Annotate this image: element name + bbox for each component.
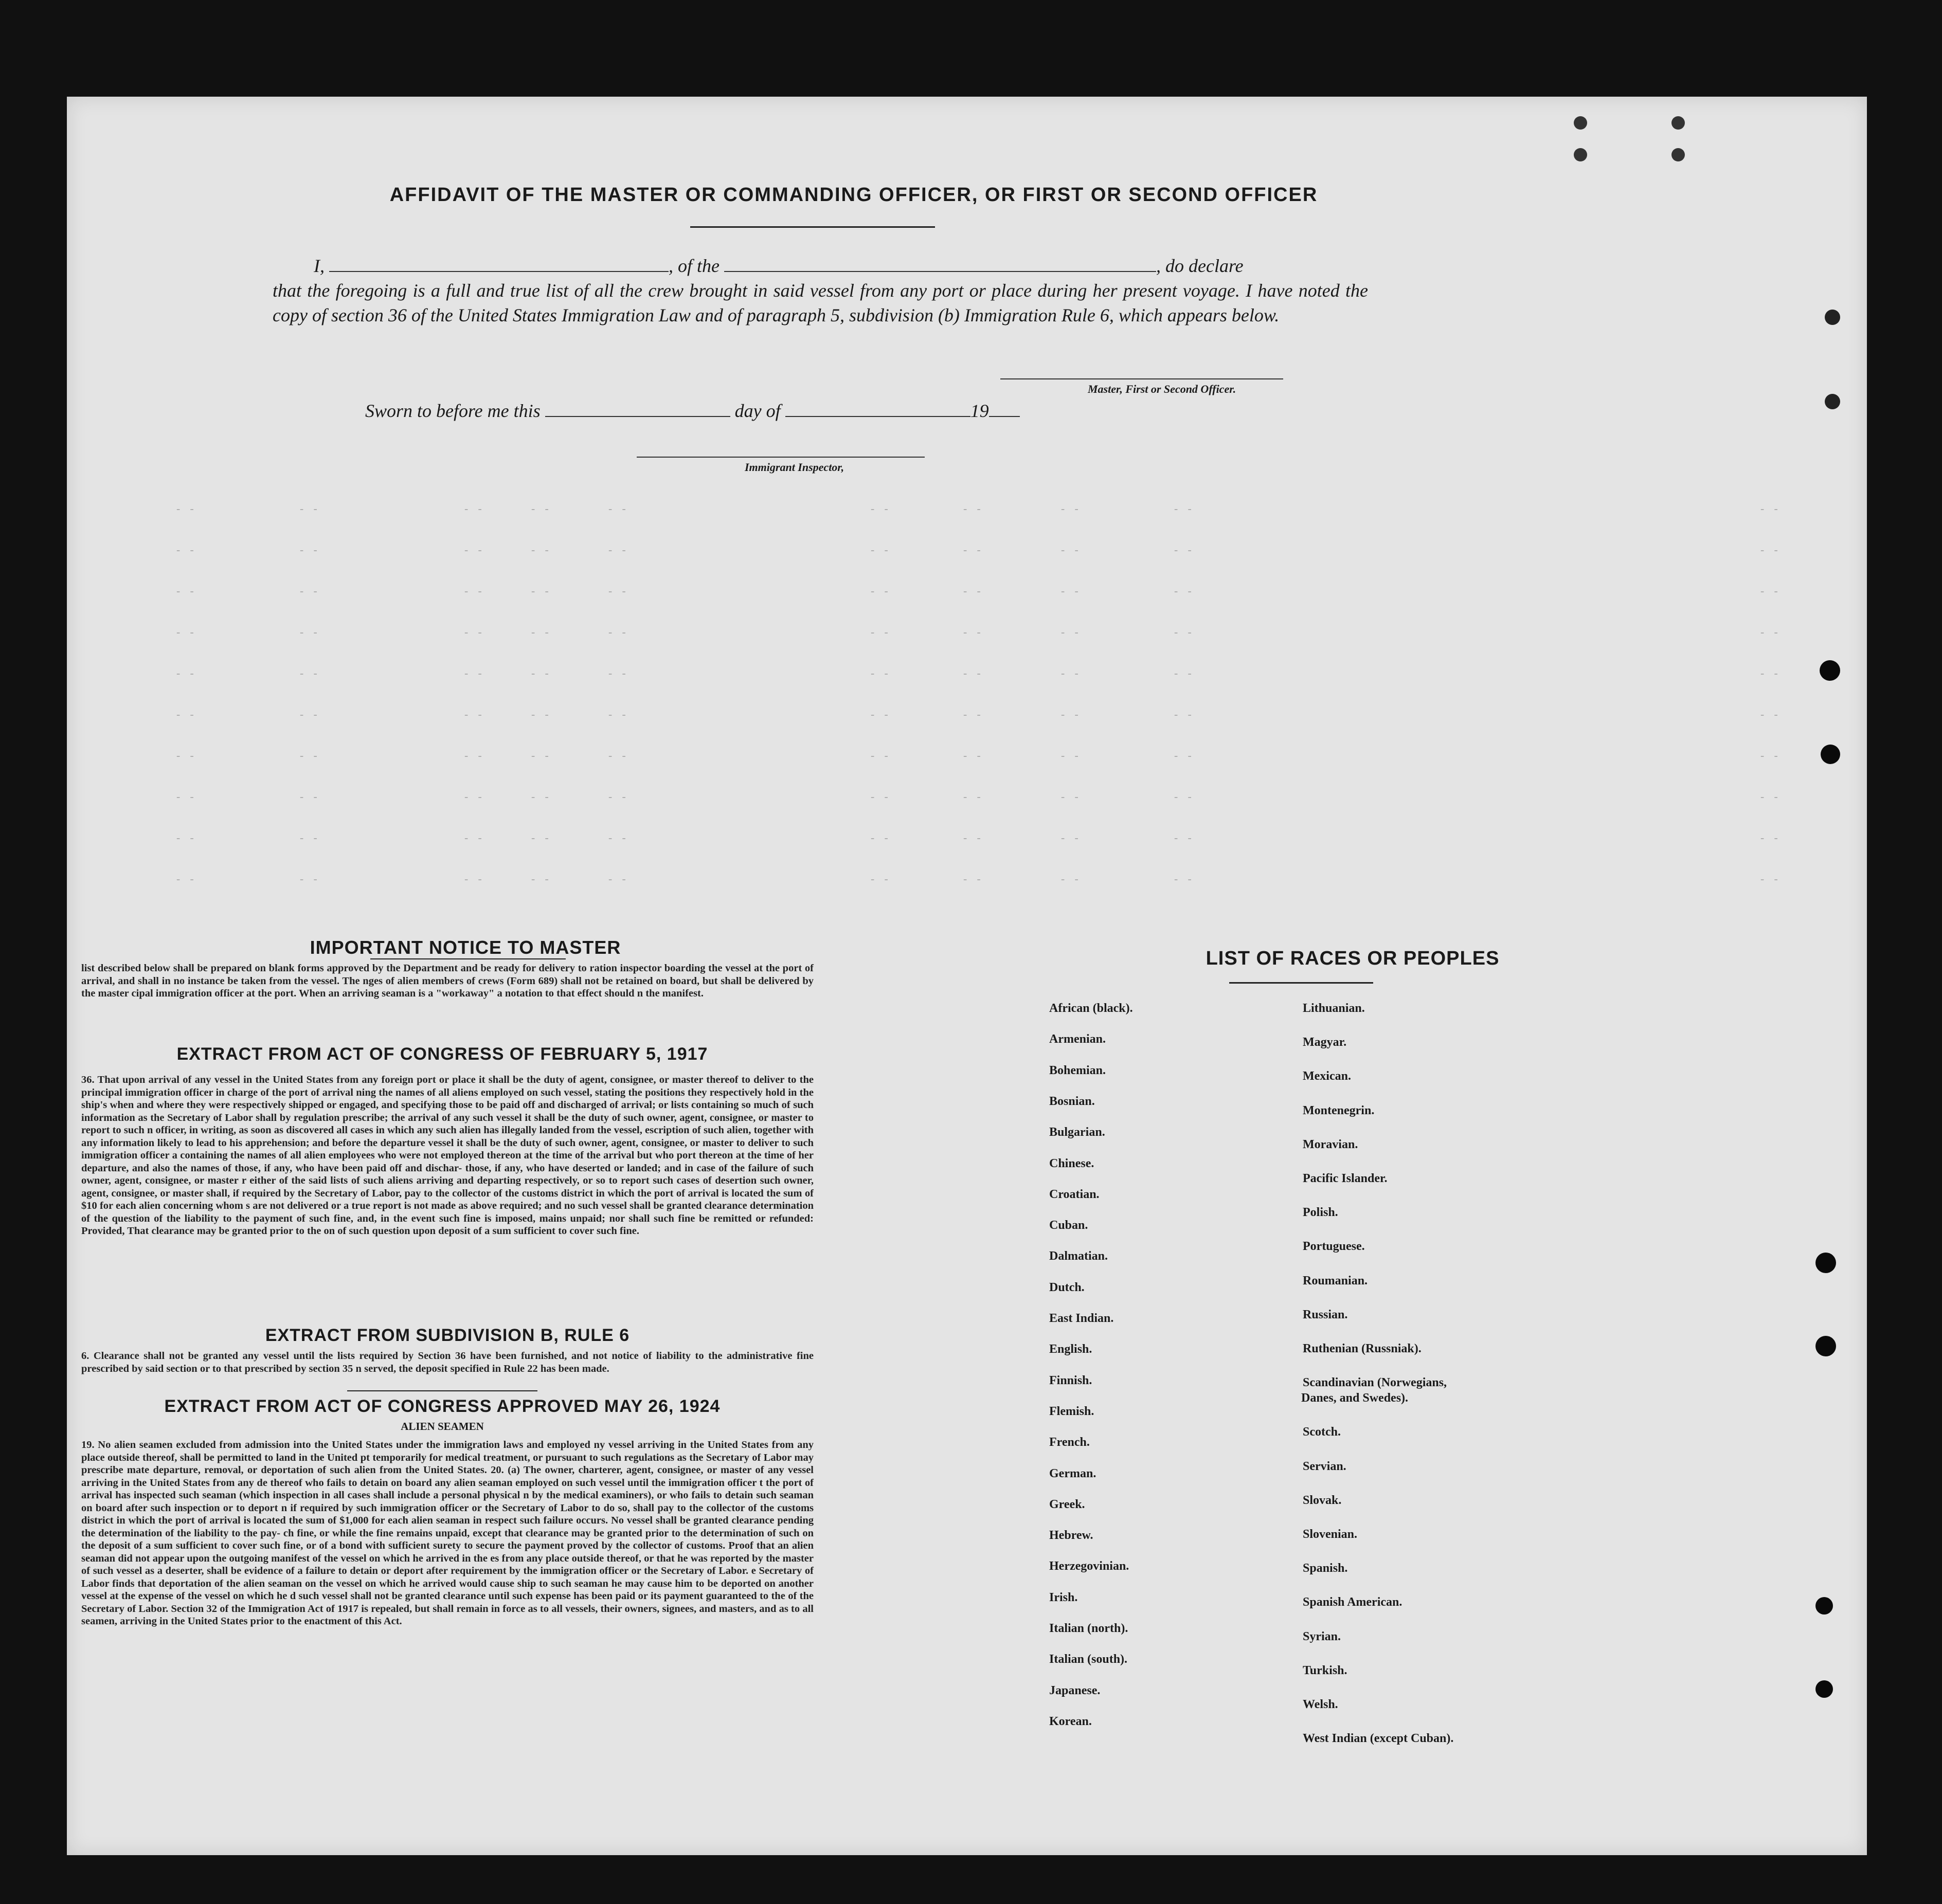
- race-item: Greek.: [1049, 1497, 1085, 1511]
- ghost-mark: - -: [1759, 709, 1779, 721]
- sworn-line: [365, 400, 1020, 422]
- ghost-mark: - -: [607, 791, 627, 804]
- race-item: West Indian (except Cuban).: [1303, 1732, 1454, 1746]
- ghost-mark: - -: [1173, 709, 1193, 721]
- race-item: Bosnian.: [1049, 1094, 1095, 1108]
- race-item: Chinese.: [1049, 1156, 1094, 1170]
- punch-hole: [1574, 116, 1587, 130]
- ghost-mark: - -: [298, 873, 319, 886]
- ghost-mark: - -: [298, 544, 319, 557]
- race-item: Mexican.: [1303, 1069, 1351, 1083]
- ghost-mark: - -: [1059, 873, 1080, 886]
- ghost-mark: - -: [463, 585, 483, 598]
- sworn-prefix: Sworn to before me this: [365, 401, 541, 421]
- ghost-mark: - -: [869, 544, 890, 557]
- punch-hole: [1821, 745, 1840, 764]
- ghost-mark: - -: [869, 709, 890, 721]
- ghost-mark: - -: [463, 544, 483, 557]
- ghost-mark: - -: [869, 832, 890, 845]
- races-underline: [1229, 982, 1373, 984]
- race-item: Korean.: [1049, 1714, 1092, 1728]
- race-item: Scandinavian (Norwegians,: [1303, 1376, 1447, 1390]
- ghost-mark: - -: [530, 544, 550, 557]
- race-item: Italian (north).: [1049, 1622, 1128, 1635]
- sworn-day-label: day of: [734, 401, 781, 421]
- punch-hole: [1825, 394, 1840, 409]
- race-item: Armenian.: [1049, 1032, 1106, 1046]
- affidavit-statement: that the foregoing is a full and true list of all the crew brought in said vessel from any port or place during her present voyage. I have noted the copy of section 36 of the United States Immigration Law and of paragraph 5, subdivision (b) Immigration Rule 6, which appears below.: [273, 280, 1368, 325]
- ghost-mark: - -: [298, 585, 319, 598]
- title-underline: [690, 226, 935, 228]
- ghost-mark: - -: [530, 503, 550, 516]
- race-item: Servian.: [1303, 1459, 1346, 1473]
- affidavit-i: I,: [314, 256, 325, 276]
- ghost-mark: - -: [175, 544, 195, 557]
- ghost-mark: - -: [463, 832, 483, 845]
- ghost-mark: - -: [1173, 667, 1193, 680]
- extract-1917-title: EXTRACT FROM ACT OF CONGRESS OF FEBRUARY 5, 1917: [176, 1044, 708, 1064]
- ghost-mark: - -: [607, 544, 627, 557]
- vessel-name-field[interactable]: [724, 256, 1156, 272]
- race-item: Magyar.: [1303, 1036, 1347, 1049]
- punch-hole: [1815, 1336, 1836, 1356]
- ghost-mark: - -: [1173, 791, 1193, 804]
- race-item: Moravian.: [1303, 1137, 1358, 1151]
- punch-hole: [1574, 148, 1587, 161]
- ghost-mark: - -: [1173, 585, 1193, 598]
- race-item: Scotch.: [1303, 1425, 1341, 1439]
- ghost-mark: - -: [463, 626, 483, 639]
- ghost-mark: - -: [1759, 503, 1779, 516]
- notice-text: list described below shall be prepared on blank forms approved by the Department and be ready for delivery to ration inspector boarding the vessel at the port of arrival, and shall in no instance be taken from the vessel. The nges of alien members of crews (Form 689) shall not be retained on board, but shall be delivered by the master cipal immigration officer at the port. When an arriving seaman is a "workaway" a notation to that effect should n the manifest.: [81, 963, 814, 999]
- extract-rule6-title: EXTRACT FROM SUBDIVISION B, RULE 6: [265, 1326, 630, 1345]
- inspector-signature-line[interactable]: [637, 457, 925, 458]
- master-name-field[interactable]: [329, 256, 669, 272]
- ghost-mark: - -: [463, 667, 483, 680]
- race-item: German.: [1049, 1466, 1096, 1480]
- ghost-mark: - -: [530, 626, 550, 639]
- ghost-mark: - -: [962, 873, 982, 886]
- ghost-mark: - -: [175, 750, 195, 763]
- extract-1924-text: 19. No alien seamen excluded from admission into the United States under the immigration laws and employed ny vessel arriving in the United States from any place outside thereof, shall be permitted to land in the United pt temporarily for medical treatment, or pursuant to such regulations as the Secretary of Labor may prescribe mate departure, removal, or deportation of such alien from the United States. 20. (a) The owner, charterer, agent, consignee, or master of any vessel arriving in the United States from any de thereof who fails to detain on board any alien seaman employed on such vessel until the immigration officer t the port of arrival has inspected such seaman (which inspection in all cases shall include a personal physical n by the medical examiners), or who fails to detain such seaman on board after such inspection or to deport n if required by such immigration officer or the Secretary of Labor to do so, shall pay to the collector of the customs district in which the port of arrival is located the sum of $1,000 for each alien seaman in respect such failure occurs. No vessel shall be granted clearance pending the determination of the liability to the pay- ch fine, or while the fine remains unpaid, except that clearance may be granted prior to the determination of such on the deposit of a sum sufficient to cover such fine, or of a bond with sufficient surety to secure the payment proved by the collector of customs. Proof that an alien seaman did not appear upon the outgoing manifest of the vessel on which he arrived in the es from any place outside thereof, or that he was reported by the master of such vessel as a deserter, shall be evidence of a failure to detain or deport after requirement by the immigration officer or the Secretary of Labor. e Secretary of Labor finds that deportation of the alien seaman on the vessel on which he arrived would cause ship to such seaman he may cause him to be deported on another vessel at the expense of the vessel on which he d such vessel shall not be granted clearance until such expense has been paid or its payment guaranteed to the of the Secretary of Labor. Section 32 of the Immigration Act of 1917 is repealed, but shall remain in force as to all vessels, their owners, signees, and masters, and as to all seamen, arriving in the United States prior to the enactment of this Act.: [81, 1439, 814, 1627]
- race-item: Danes, and Swedes).: [1301, 1391, 1409, 1405]
- race-item: Irish.: [1049, 1590, 1078, 1604]
- race-item: Roumanian.: [1303, 1274, 1368, 1288]
- race-item: Finnish.: [1049, 1373, 1092, 1387]
- ghost-mark: - -: [463, 791, 483, 804]
- ghost-mark: - -: [1759, 667, 1779, 680]
- ghost-mark: - -: [869, 667, 890, 680]
- race-item: French.: [1049, 1436, 1090, 1449]
- affidavit-body: [273, 253, 1368, 328]
- race-item: Hebrew.: [1049, 1529, 1093, 1543]
- ghost-mark: - -: [607, 667, 627, 680]
- race-item: Syrian.: [1303, 1629, 1341, 1643]
- race-item: Bulgarian.: [1049, 1126, 1105, 1139]
- ghost-mark: - -: [1059, 503, 1080, 516]
- affidavit-title: AFFIDAVIT OF THE MASTER OR COMMANDING OFFICER, OR FIRST OR SECOND OFFICER: [389, 184, 1318, 206]
- sworn-year-field[interactable]: [989, 401, 1020, 417]
- ghost-mark: - -: [1759, 544, 1779, 557]
- ghost-mark: - -: [530, 832, 550, 845]
- ghost-mark: - -: [298, 709, 319, 721]
- ghost-mark: - -: [530, 873, 550, 886]
- ghost-mark: - -: [869, 503, 890, 516]
- punch-hole: [1815, 1680, 1833, 1698]
- ghost-mark: - -: [1173, 544, 1193, 557]
- notice-title: IMPORTANT NOTICE TO MASTER: [310, 937, 621, 958]
- punch-hole: [1671, 148, 1685, 161]
- ghost-mark: - -: [962, 750, 982, 763]
- ghost-mark: - -: [607, 503, 627, 516]
- race-item: Japanese.: [1049, 1683, 1101, 1697]
- race-item: Croatian.: [1049, 1187, 1100, 1201]
- race-item: Portuguese.: [1303, 1240, 1365, 1254]
- ghost-mark: - -: [298, 791, 319, 804]
- races-title: LIST OF RACES OR PEOPLES: [1206, 948, 1500, 969]
- ghost-mark: - -: [175, 626, 195, 639]
- ghost-mark: - -: [175, 585, 195, 598]
- ghost-mark: - -: [1059, 709, 1080, 721]
- ghost-mark: - -: [530, 709, 550, 721]
- punch-hole: [1820, 660, 1840, 681]
- ghost-mark: - -: [463, 750, 483, 763]
- race-item: Lithuanian.: [1303, 1002, 1365, 1015]
- signature-label: Master, First or Second Officer.: [1088, 383, 1236, 395]
- punch-hole: [1825, 310, 1840, 325]
- ghost-mark: - -: [175, 503, 195, 516]
- ghost-mark: - -: [607, 709, 627, 721]
- ghost-mark: - -: [607, 873, 627, 886]
- race-item: Slovak.: [1303, 1493, 1342, 1507]
- ghost-mark: - -: [1059, 667, 1080, 680]
- ghost-mark: - -: [175, 709, 195, 721]
- race-item: Bohemian.: [1049, 1063, 1106, 1077]
- race-item: Slovenian.: [1303, 1528, 1358, 1541]
- affidavit-declare: , do declare: [1156, 256, 1244, 276]
- race-item: East Indian.: [1049, 1312, 1114, 1325]
- race-item: Spanish.: [1303, 1562, 1348, 1575]
- ghost-mark: - -: [1759, 832, 1779, 845]
- ghost-mark: - -: [962, 832, 982, 845]
- ghost-mark: - -: [1759, 585, 1779, 598]
- ghost-mark: - -: [1173, 750, 1193, 763]
- ghost-mark: - -: [962, 503, 982, 516]
- race-item: Pacific Islander.: [1303, 1172, 1388, 1185]
- ghost-mark: - -: [1173, 626, 1193, 639]
- ghost-mark: - -: [1059, 585, 1080, 598]
- punch-hole: [1671, 116, 1685, 130]
- ghost-mark: - -: [962, 544, 982, 557]
- ghost-mark: - -: [530, 667, 550, 680]
- ghost-mark: - -: [962, 585, 982, 598]
- race-item: Welsh.: [1303, 1698, 1338, 1711]
- ghost-mark: - -: [1059, 544, 1080, 557]
- extract-1917-text: 36. That upon arrival of any vessel in the United States from any foreign port or place it shall be the duty of agent, consignee, or master thereof to deliver to the principal immigration officer in charge of the port of arrival ning the names of all aliens employed on such vessel, stating the positions they respectively hold in the ship's when and where they were respectively shipped or engaged, and specifying those to be paid off and discharged of arrival; or lists containing so much of such information as the Secretary of Labor shall by regulation prescribe; the arrival of any such vessel it shall be the duty of such owner, agent, consignee, or master to report to such n officer, in writing, as soon as discovered all cases in which any such alien has illegally landed from the vessel, escription of such alien, together with any information likely to lead to his apprehension; and before the departure vessel it shall be the duty of such owner, agent, consignee, or master to deliver to such immigration officer a containing the names of all alien employees who were not employed thereon at the time of the arrival but who port thereon at the time of her departure, and also the names of those, if any, who have been paid off and dischar- those, if any, who have deserted or landed; and in case of the failure of such owner, agent, consignee, or master r either of the said lists of such aliens arriving and departing respectively, or so to report such cases of desertion such owner, agent, consignee, or master shall, if required by the Secretary of Labor, pay to the collector of the customs district in which the port of arrival is located the sum of $10 for each alien concerning whom s are not delivered or a true report is not made as above required; and no such vessel shall be granted clearance determination of the question of the liability to the payment of such fine, and, in the event such fine is imposed, mains unpaid; nor shall such fine be remitted or refunded: Provided, That clearance may be granted prior to the on of such question upon deposit of a sum sufficient to cover such fine.: [81, 1074, 814, 1237]
- ghost-mark: - -: [962, 709, 982, 721]
- ghost-mark: - -: [298, 832, 319, 845]
- ghost-mark: - -: [463, 873, 483, 886]
- ghost-mark: - -: [530, 750, 550, 763]
- sworn-month-field[interactable]: [785, 401, 970, 417]
- ghost-mark: - -: [1059, 791, 1080, 804]
- ghost-mark: - -: [1759, 873, 1779, 886]
- ghost-mark: - -: [869, 585, 890, 598]
- ghost-mark: - -: [298, 503, 319, 516]
- race-item: Dalmatian.: [1049, 1249, 1108, 1263]
- extract-rule6-text: 6. Clearance shall not be granted any vessel until the lists required by Section 36 have been furnished, and not notice of liability to the administrative fine prescribed by said section or to that prescribed by section 35 n served, the deposit specified in Rule 22 has been made.: [81, 1350, 814, 1374]
- ghost-mark: - -: [962, 791, 982, 804]
- race-item: Turkish.: [1303, 1663, 1347, 1677]
- ghost-mark: - -: [607, 585, 627, 598]
- race-item: Montenegrin.: [1303, 1103, 1375, 1117]
- rule6-underline: [347, 1390, 537, 1391]
- ghost-mark: - -: [463, 709, 483, 721]
- ghost-mark: - -: [175, 873, 195, 886]
- affidavit-of: , of the: [669, 256, 720, 276]
- ghost-mark: - -: [1173, 503, 1193, 516]
- ghost-mark: - -: [607, 832, 627, 845]
- ghost-mark: - -: [869, 873, 890, 886]
- ghost-mark: - -: [607, 750, 627, 763]
- ghost-mark: - -: [1759, 791, 1779, 804]
- ghost-mark: - -: [1059, 626, 1080, 639]
- race-item: Italian (south).: [1049, 1653, 1128, 1666]
- race-item: African (black).: [1049, 1002, 1133, 1015]
- extract-1924-subtitle: ALIEN SEAMEN: [401, 1420, 484, 1432]
- manifest-page: [67, 97, 1867, 1855]
- ghost-mark: - -: [1759, 750, 1779, 763]
- ghost-mark: - -: [1059, 750, 1080, 763]
- race-item: Cuban.: [1049, 1219, 1088, 1232]
- punch-hole: [1815, 1253, 1836, 1273]
- race-item: Russian.: [1303, 1308, 1348, 1321]
- sworn-date-field[interactable]: [545, 401, 730, 417]
- ghost-mark: - -: [607, 626, 627, 639]
- ghost-mark: - -: [298, 667, 319, 680]
- ghost-mark: - -: [175, 667, 195, 680]
- ghost-mark: - -: [1173, 873, 1193, 886]
- ghost-mark: - -: [298, 750, 319, 763]
- race-item: English.: [1049, 1343, 1092, 1356]
- sworn-year-label: 19: [970, 401, 989, 421]
- race-item: Spanish American.: [1303, 1595, 1402, 1609]
- ghost-mark: - -: [869, 626, 890, 639]
- ghost-mark: - -: [530, 791, 550, 804]
- race-item: Herzegovinian.: [1049, 1560, 1129, 1573]
- extract-1924-title: EXTRACT FROM ACT OF CONGRESS APPROVED MAY 26, 1924: [164, 1397, 721, 1416]
- race-item: Flemish.: [1049, 1404, 1094, 1418]
- punch-hole: [1815, 1597, 1833, 1615]
- ghost-mark: - -: [962, 626, 982, 639]
- ghost-mark: - -: [869, 791, 890, 804]
- ghost-mark: - -: [175, 832, 195, 845]
- notice-underline: [370, 958, 566, 959]
- ghost-mark: - -: [298, 626, 319, 639]
- ghost-mark: - -: [530, 585, 550, 598]
- race-item: Dutch.: [1049, 1280, 1085, 1294]
- ghost-mark: - -: [175, 791, 195, 804]
- ghost-mark: - -: [1759, 626, 1779, 639]
- signature-line[interactable]: [1000, 378, 1283, 379]
- race-item: Polish.: [1303, 1206, 1338, 1220]
- ghost-mark: - -: [962, 667, 982, 680]
- ghost-mark: - -: [463, 503, 483, 516]
- ghost-mark: - -: [1173, 832, 1193, 845]
- inspector-label: Immigrant Inspector,: [745, 461, 844, 474]
- race-item: Ruthenian (Russniak).: [1303, 1342, 1422, 1355]
- ghost-mark: - -: [869, 750, 890, 763]
- ghost-mark: - -: [1059, 832, 1080, 845]
